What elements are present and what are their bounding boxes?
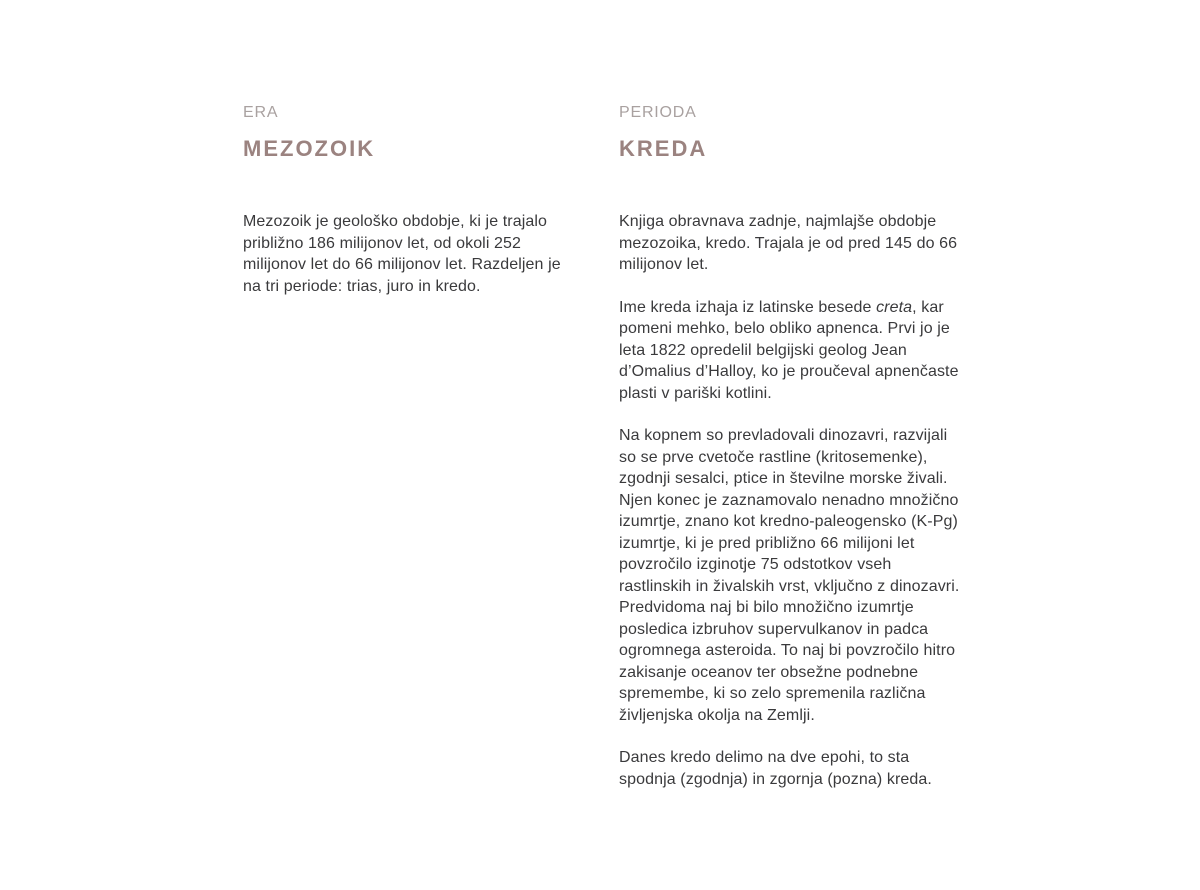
perioda-label: PERIODA (619, 104, 697, 121)
era-section (243, 103, 573, 297)
paragraph: Na kopnem so prevladovali dinozavri, razvijali so se prve cvetoče rastline (kritosemenke), zgodnji sesalci, ptice in številne morske živali. Njen konec je zaznamovalo nenadno množično izumrtje, znano kot kredno-paleogensko (K-Pg) izumrtje, ki je pred približno 66 milijoni let povzročilo izginotje 75 odstotkov vseh rastlinskih in živalskih vrst, vključno z dinozavri. Predvidoma naj bi bilo množično izumrtje posledica izbruhov supervulkanov in padca ogromnega asteroida. To naj bi povzročilo hitro zakisanje oceanov ter obsežne podnebne spremembe, ki so zelo spremenila različna življenjska okolja na Zemlji. (619, 427, 960, 724)
era-label: ERA (243, 104, 279, 121)
paragraph: Ime kreda izhaja iz latinske besede creta, kar pomeni mehko, belo obliko apnenca. Prvi jo je leta 1822 opredelil belgijski geolog Jean d’Omalius d’Halloy, ko je proučeval apnenčaste plasti v pariški kotlini. (619, 298, 959, 402)
perioda-paragraphs (619, 211, 967, 790)
perioda-section (619, 103, 967, 790)
perioda-title: KREDA (619, 136, 708, 161)
paragraph: Danes kredo delimo na dve epohi, to sta spodnja (zgodnja) in zgornja (pozna) kreda. (619, 749, 932, 788)
era-title: MEZOZOIK (243, 136, 376, 161)
era-paragraphs (243, 211, 573, 297)
paragraph: Knjiga obravnava zadnje, najmlajše obdobje mezozoika, kredo. Trajala je od pred 145 do 66 milijonov let. (619, 213, 958, 273)
paragraph: Mezozoik je geološko obdobje, ki je trajalo približno 186 milijonov let, od okoli 252 milijonov let do 66 milijonov let. Razdeljen je na tri periode: trias, juro in kredo. (243, 213, 561, 295)
